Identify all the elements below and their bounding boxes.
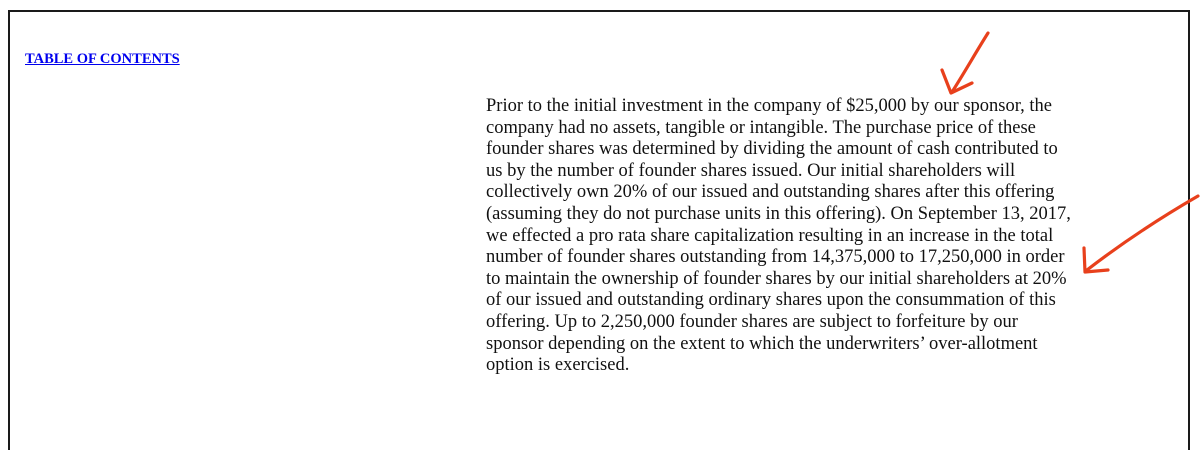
- paragraph-line: of our issued and outstanding ordinary shares upon the consummation of this: [486, 290, 1056, 311]
- paragraph-line: number of founder shares outstanding from 14,375,000 to 17,250,000 in order: [486, 247, 1065, 268]
- paragraph-line: to maintain the ownership of founder shares by our initial shareholders at 20%: [486, 268, 1067, 289]
- paragraph-line: offering. Up to 2,250,000 founder shares are subject to forfeiture by our: [486, 311, 1018, 332]
- paragraph-line: sponsor depending on the extent to which the underwriters’ over-allotment: [486, 333, 1038, 354]
- paragraph-line: collectively own 20% of our issued and outstanding shares after this offering: [486, 182, 1055, 203]
- paragraph-line: founder shares was determined by dividing the amount of cash contributed to: [486, 139, 1058, 160]
- paragraph-line: (assuming they do not purchase units in this offering). On September 13, 2017,: [486, 203, 1071, 224]
- paragraph-line: option is exercised.: [486, 355, 630, 376]
- paragraph-line: company had no assets, tangible or intangible. The purchase price of these: [486, 117, 1036, 138]
- paragraph-line: Prior to the initial investment in the company of $25,000 by our sponsor, the: [486, 96, 1053, 116]
- table-of-contents-link[interactable]: TABLE OF CONTENTS: [25, 51, 180, 67]
- paragraph-line: us by the number of founder shares issued. Our initial shareholders will: [486, 160, 1016, 181]
- paragraph-line: we effected a pro rata share capitalization resulting in an increase in the total: [486, 225, 1054, 246]
- founder-shares-paragraph: [486, 96, 1186, 377]
